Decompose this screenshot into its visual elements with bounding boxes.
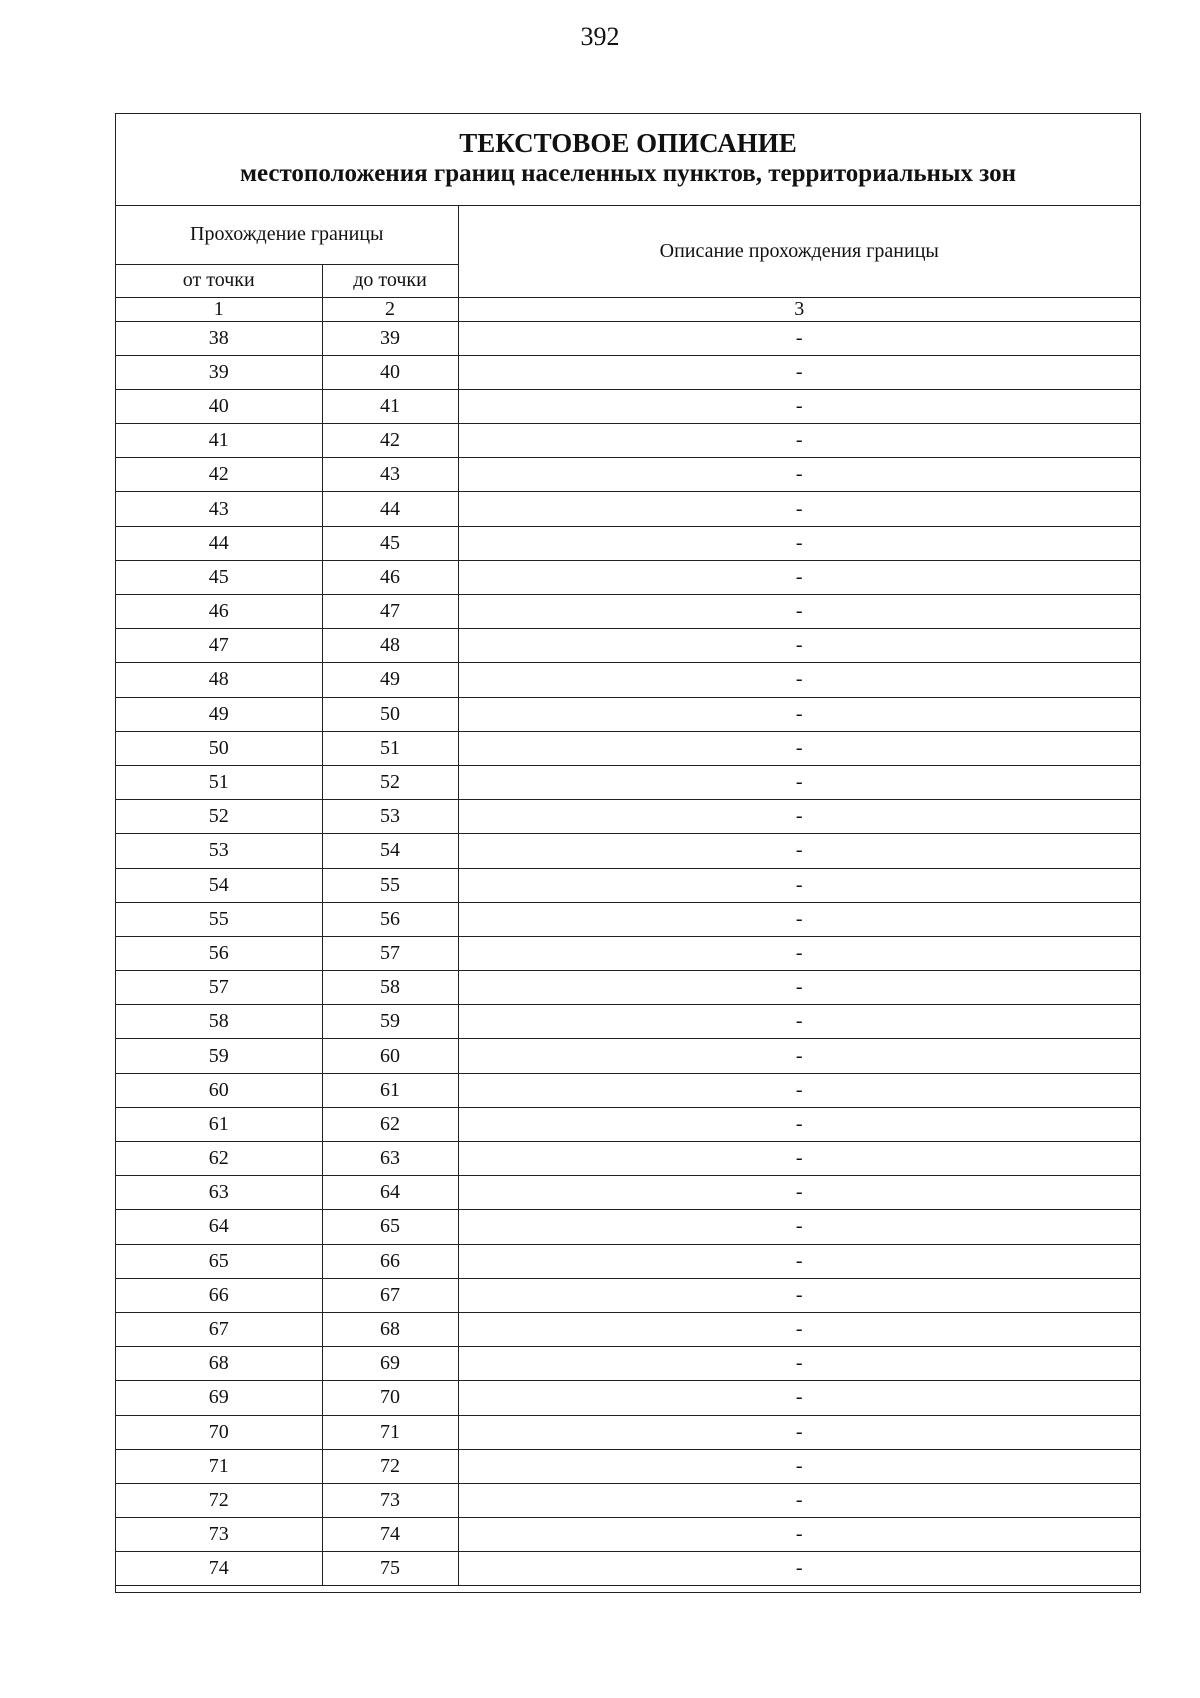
row-to-point: 61 xyxy=(322,1073,458,1107)
row-description: - xyxy=(458,389,1140,423)
row-description: - xyxy=(458,1449,1140,1483)
row-to-point: 53 xyxy=(322,800,458,834)
table-header xyxy=(116,206,1140,321)
row-to-point: 66 xyxy=(322,1244,458,1278)
row-to-point: 43 xyxy=(322,458,458,492)
row-description: - xyxy=(458,902,1140,936)
row-to-point: 46 xyxy=(322,560,458,594)
header-to-point: до точки xyxy=(322,264,458,297)
row-from-point: 39 xyxy=(116,355,322,389)
table-row xyxy=(116,1073,1140,1107)
row-to-point: 39 xyxy=(322,321,458,355)
row-from-point: 56 xyxy=(116,936,322,970)
header-col-number-2: 2 xyxy=(322,297,458,321)
table-row xyxy=(116,1381,1140,1415)
table-row xyxy=(116,1312,1140,1346)
row-description: - xyxy=(458,560,1140,594)
row-from-point: 63 xyxy=(116,1176,322,1210)
row-from-point: 70 xyxy=(116,1415,322,1449)
table-row xyxy=(116,765,1140,799)
row-to-point: 74 xyxy=(322,1518,458,1552)
header-col-number-1: 1 xyxy=(116,297,322,321)
row-from-point: 58 xyxy=(116,1005,322,1039)
table-row xyxy=(116,1107,1140,1141)
table-row xyxy=(116,424,1140,458)
table-row xyxy=(116,1278,1140,1312)
row-description: - xyxy=(458,663,1140,697)
row-to-point: 70 xyxy=(322,1381,458,1415)
row-from-point: 67 xyxy=(116,1312,322,1346)
row-description: - xyxy=(458,765,1140,799)
row-description: - xyxy=(458,936,1140,970)
table-row xyxy=(116,1518,1140,1552)
table-row xyxy=(116,1039,1140,1073)
row-to-point: 56 xyxy=(322,902,458,936)
row-from-point: 49 xyxy=(116,697,322,731)
row-from-point: 73 xyxy=(116,1518,322,1552)
table-row xyxy=(116,971,1140,1005)
table-row xyxy=(116,697,1140,731)
table-row xyxy=(116,868,1140,902)
row-to-point: 62 xyxy=(322,1107,458,1141)
row-from-point: 57 xyxy=(116,971,322,1005)
row-description: - xyxy=(458,526,1140,560)
row-from-point: 55 xyxy=(116,902,322,936)
table-row xyxy=(116,936,1140,970)
row-to-point: 75 xyxy=(322,1552,458,1586)
page-number: 392 xyxy=(580,22,620,51)
row-from-point: 69 xyxy=(116,1381,322,1415)
row-to-point: 41 xyxy=(322,389,458,423)
row-description: - xyxy=(458,1381,1140,1415)
row-to-point: 50 xyxy=(322,697,458,731)
row-from-point: 66 xyxy=(116,1278,322,1312)
table-bottom-rule xyxy=(116,1586,1140,1592)
row-to-point: 63 xyxy=(322,1142,458,1176)
row-description: - xyxy=(458,800,1140,834)
table-row xyxy=(116,321,1140,355)
row-to-point: 40 xyxy=(322,355,458,389)
row-description: - xyxy=(458,1552,1140,1586)
row-to-point: 72 xyxy=(322,1449,458,1483)
row-description: - xyxy=(458,1518,1140,1552)
row-to-point: 68 xyxy=(322,1312,458,1346)
table-row xyxy=(116,492,1140,526)
row-to-point: 42 xyxy=(322,424,458,458)
row-from-point: 42 xyxy=(116,458,322,492)
row-from-point: 65 xyxy=(116,1244,322,1278)
row-to-point: 69 xyxy=(322,1347,458,1381)
table-row xyxy=(116,834,1140,868)
row-from-point: 54 xyxy=(116,868,322,902)
table-row xyxy=(116,526,1140,560)
row-from-point: 62 xyxy=(116,1142,322,1176)
table-row xyxy=(116,1552,1140,1586)
row-to-point: 55 xyxy=(322,868,458,902)
table-row xyxy=(116,731,1140,765)
title-block xyxy=(116,114,1140,206)
row-description: - xyxy=(458,1312,1140,1346)
row-to-point: 49 xyxy=(322,663,458,697)
table-row xyxy=(116,1142,1140,1176)
table-row xyxy=(116,1483,1140,1517)
row-from-point: 51 xyxy=(116,765,322,799)
row-description: - xyxy=(458,1415,1140,1449)
row-description: - xyxy=(458,321,1140,355)
table-row xyxy=(116,902,1140,936)
row-description: - xyxy=(458,731,1140,765)
row-description: - xyxy=(458,595,1140,629)
table-row xyxy=(116,355,1140,389)
row-from-point: 64 xyxy=(116,1210,322,1244)
document-subtitle: местоположения границ населенных пунктов, территориальных зон xyxy=(239,160,1017,187)
row-to-point: 60 xyxy=(322,1039,458,1073)
boundary-table xyxy=(116,206,1140,1586)
row-to-point: 73 xyxy=(322,1483,458,1517)
row-from-point: 59 xyxy=(116,1039,322,1073)
row-to-point: 48 xyxy=(322,629,458,663)
row-description: - xyxy=(458,971,1140,1005)
row-to-point: 59 xyxy=(322,1005,458,1039)
table-row xyxy=(116,1415,1140,1449)
row-description: - xyxy=(458,697,1140,731)
row-description: - xyxy=(458,1483,1140,1517)
row-to-point: 71 xyxy=(322,1415,458,1449)
row-from-point: 41 xyxy=(116,424,322,458)
row-description: - xyxy=(458,458,1140,492)
row-description: - xyxy=(458,1005,1140,1039)
row-from-point: 45 xyxy=(116,560,322,594)
table-row xyxy=(116,458,1140,492)
row-from-point: 47 xyxy=(116,629,322,663)
row-description: - xyxy=(458,492,1140,526)
row-description: - xyxy=(458,1142,1140,1176)
row-to-point: 58 xyxy=(322,971,458,1005)
row-description: - xyxy=(458,834,1140,868)
table-body xyxy=(116,321,1140,1586)
row-from-point: 52 xyxy=(116,800,322,834)
row-to-point: 45 xyxy=(322,526,458,560)
row-from-point: 68 xyxy=(116,1347,322,1381)
row-from-point: 74 xyxy=(116,1552,322,1586)
document-frame xyxy=(115,113,1141,1593)
row-description: - xyxy=(458,1347,1140,1381)
table-row xyxy=(116,595,1140,629)
row-to-point: 52 xyxy=(322,765,458,799)
row-from-point: 71 xyxy=(116,1449,322,1483)
row-to-point: 57 xyxy=(322,936,458,970)
table-row xyxy=(116,560,1140,594)
row-description: - xyxy=(458,424,1140,458)
row-from-point: 46 xyxy=(116,595,322,629)
row-from-point: 61 xyxy=(116,1107,322,1141)
header-from-point: от точки xyxy=(116,264,322,297)
row-from-point: 48 xyxy=(116,663,322,697)
row-from-point: 40 xyxy=(116,389,322,423)
row-to-point: 47 xyxy=(322,595,458,629)
row-to-point: 65 xyxy=(322,1210,458,1244)
table-row xyxy=(116,1176,1140,1210)
row-to-point: 44 xyxy=(322,492,458,526)
row-description: - xyxy=(458,1107,1140,1141)
row-description: - xyxy=(458,1073,1140,1107)
table-row xyxy=(116,800,1140,834)
row-description: - xyxy=(458,1176,1140,1210)
row-from-point: 44 xyxy=(116,526,322,560)
header-description: Описание прохождения границы xyxy=(458,206,1140,297)
table-row xyxy=(116,1005,1140,1039)
row-description: - xyxy=(458,868,1140,902)
document-title: ТЕКСТОВОЕ ОПИСАНИЕ xyxy=(459,128,797,158)
table-row xyxy=(116,389,1140,423)
row-from-point: 50 xyxy=(116,731,322,765)
table-row xyxy=(116,629,1140,663)
row-description: - xyxy=(458,355,1140,389)
table-row xyxy=(116,1347,1140,1381)
row-description: - xyxy=(458,1244,1140,1278)
row-from-point: 60 xyxy=(116,1073,322,1107)
row-to-point: 67 xyxy=(322,1278,458,1312)
row-description: - xyxy=(458,1210,1140,1244)
row-description: - xyxy=(458,1278,1140,1312)
row-from-point: 38 xyxy=(116,321,322,355)
row-from-point: 72 xyxy=(116,1483,322,1517)
row-description: - xyxy=(458,1039,1140,1073)
table-row xyxy=(116,1210,1140,1244)
table-row xyxy=(116,663,1140,697)
row-to-point: 64 xyxy=(322,1176,458,1210)
table-row xyxy=(116,1244,1140,1278)
row-description: - xyxy=(458,629,1140,663)
table-row xyxy=(116,1449,1140,1483)
row-from-point: 43 xyxy=(116,492,322,526)
row-to-point: 54 xyxy=(322,834,458,868)
row-to-point: 51 xyxy=(322,731,458,765)
header-boundary-passage: Прохождение границы xyxy=(116,206,458,264)
row-from-point: 53 xyxy=(116,834,322,868)
header-col-number-3: 3 xyxy=(458,297,1140,321)
